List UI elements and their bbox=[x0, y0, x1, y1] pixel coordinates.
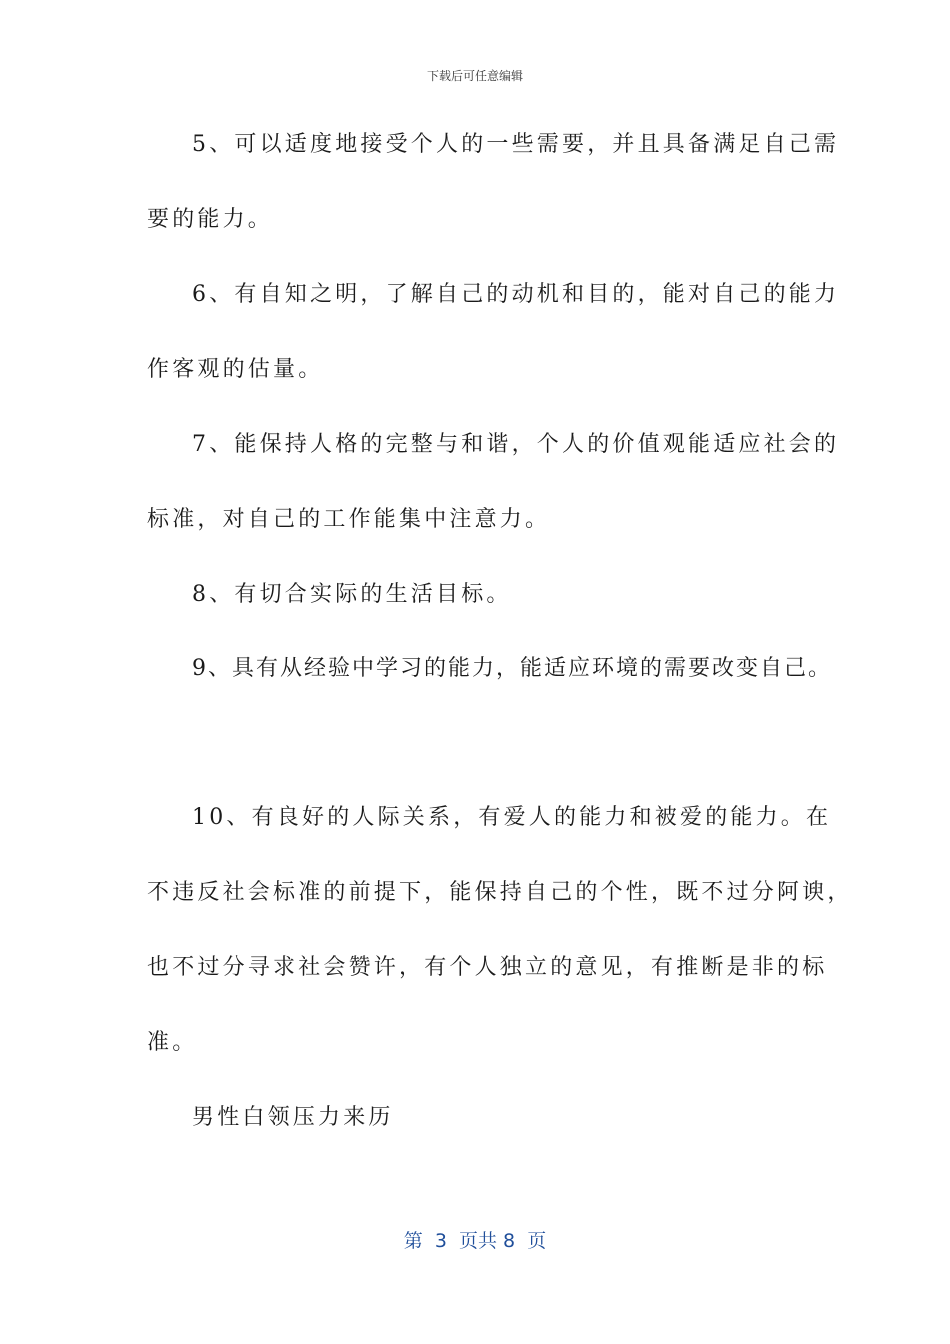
list-item-10-line-1: 10、有良好的人际关系，有爱人的能力和被爱的能力。在 bbox=[192, 805, 832, 830]
section-heading: 男性白领压力来历 bbox=[192, 1105, 394, 1130]
list-item-10-line-3: 也不过分寻求社会赞许，有个人独立的意见，有推断是非的标 bbox=[147, 955, 828, 980]
list-item-9: 9、具有从经验中学习的能力，能适应环境的需要改变自己。 bbox=[192, 656, 832, 681]
header-note: 下载后可任意编辑 bbox=[426, 69, 523, 83]
list-item-6-line-2: 作客观的估量。 bbox=[147, 357, 324, 382]
list-item-7-line-1: 7、能保持人格的完整与和谐，个人的价值观能适应社会的 bbox=[192, 432, 840, 457]
list-item-7-line-2: 标准，对自己的工作能集中注意力。 bbox=[147, 507, 551, 532]
list-item-8: 8、有切合实际的生活目标。 bbox=[192, 582, 512, 607]
list-item-6-line-1: 6、有自知之明，了解自己的动机和目的，能对自己的能力 bbox=[192, 282, 840, 307]
list-item-5-line-2: 要的能力。 bbox=[147, 207, 274, 232]
list-item-10-line-4: 准。 bbox=[147, 1030, 198, 1055]
page-number-footer: 第 3 页共 8 页 bbox=[403, 1230, 547, 1252]
list-item-10-line-2: 不违反社会标准的前提下，能保持自己的个性，既不过分阿谀， bbox=[147, 880, 853, 905]
list-item-5-line-1: 5、可以适度地接受个人的一些需要，并且具备满足自己需 bbox=[192, 132, 840, 157]
